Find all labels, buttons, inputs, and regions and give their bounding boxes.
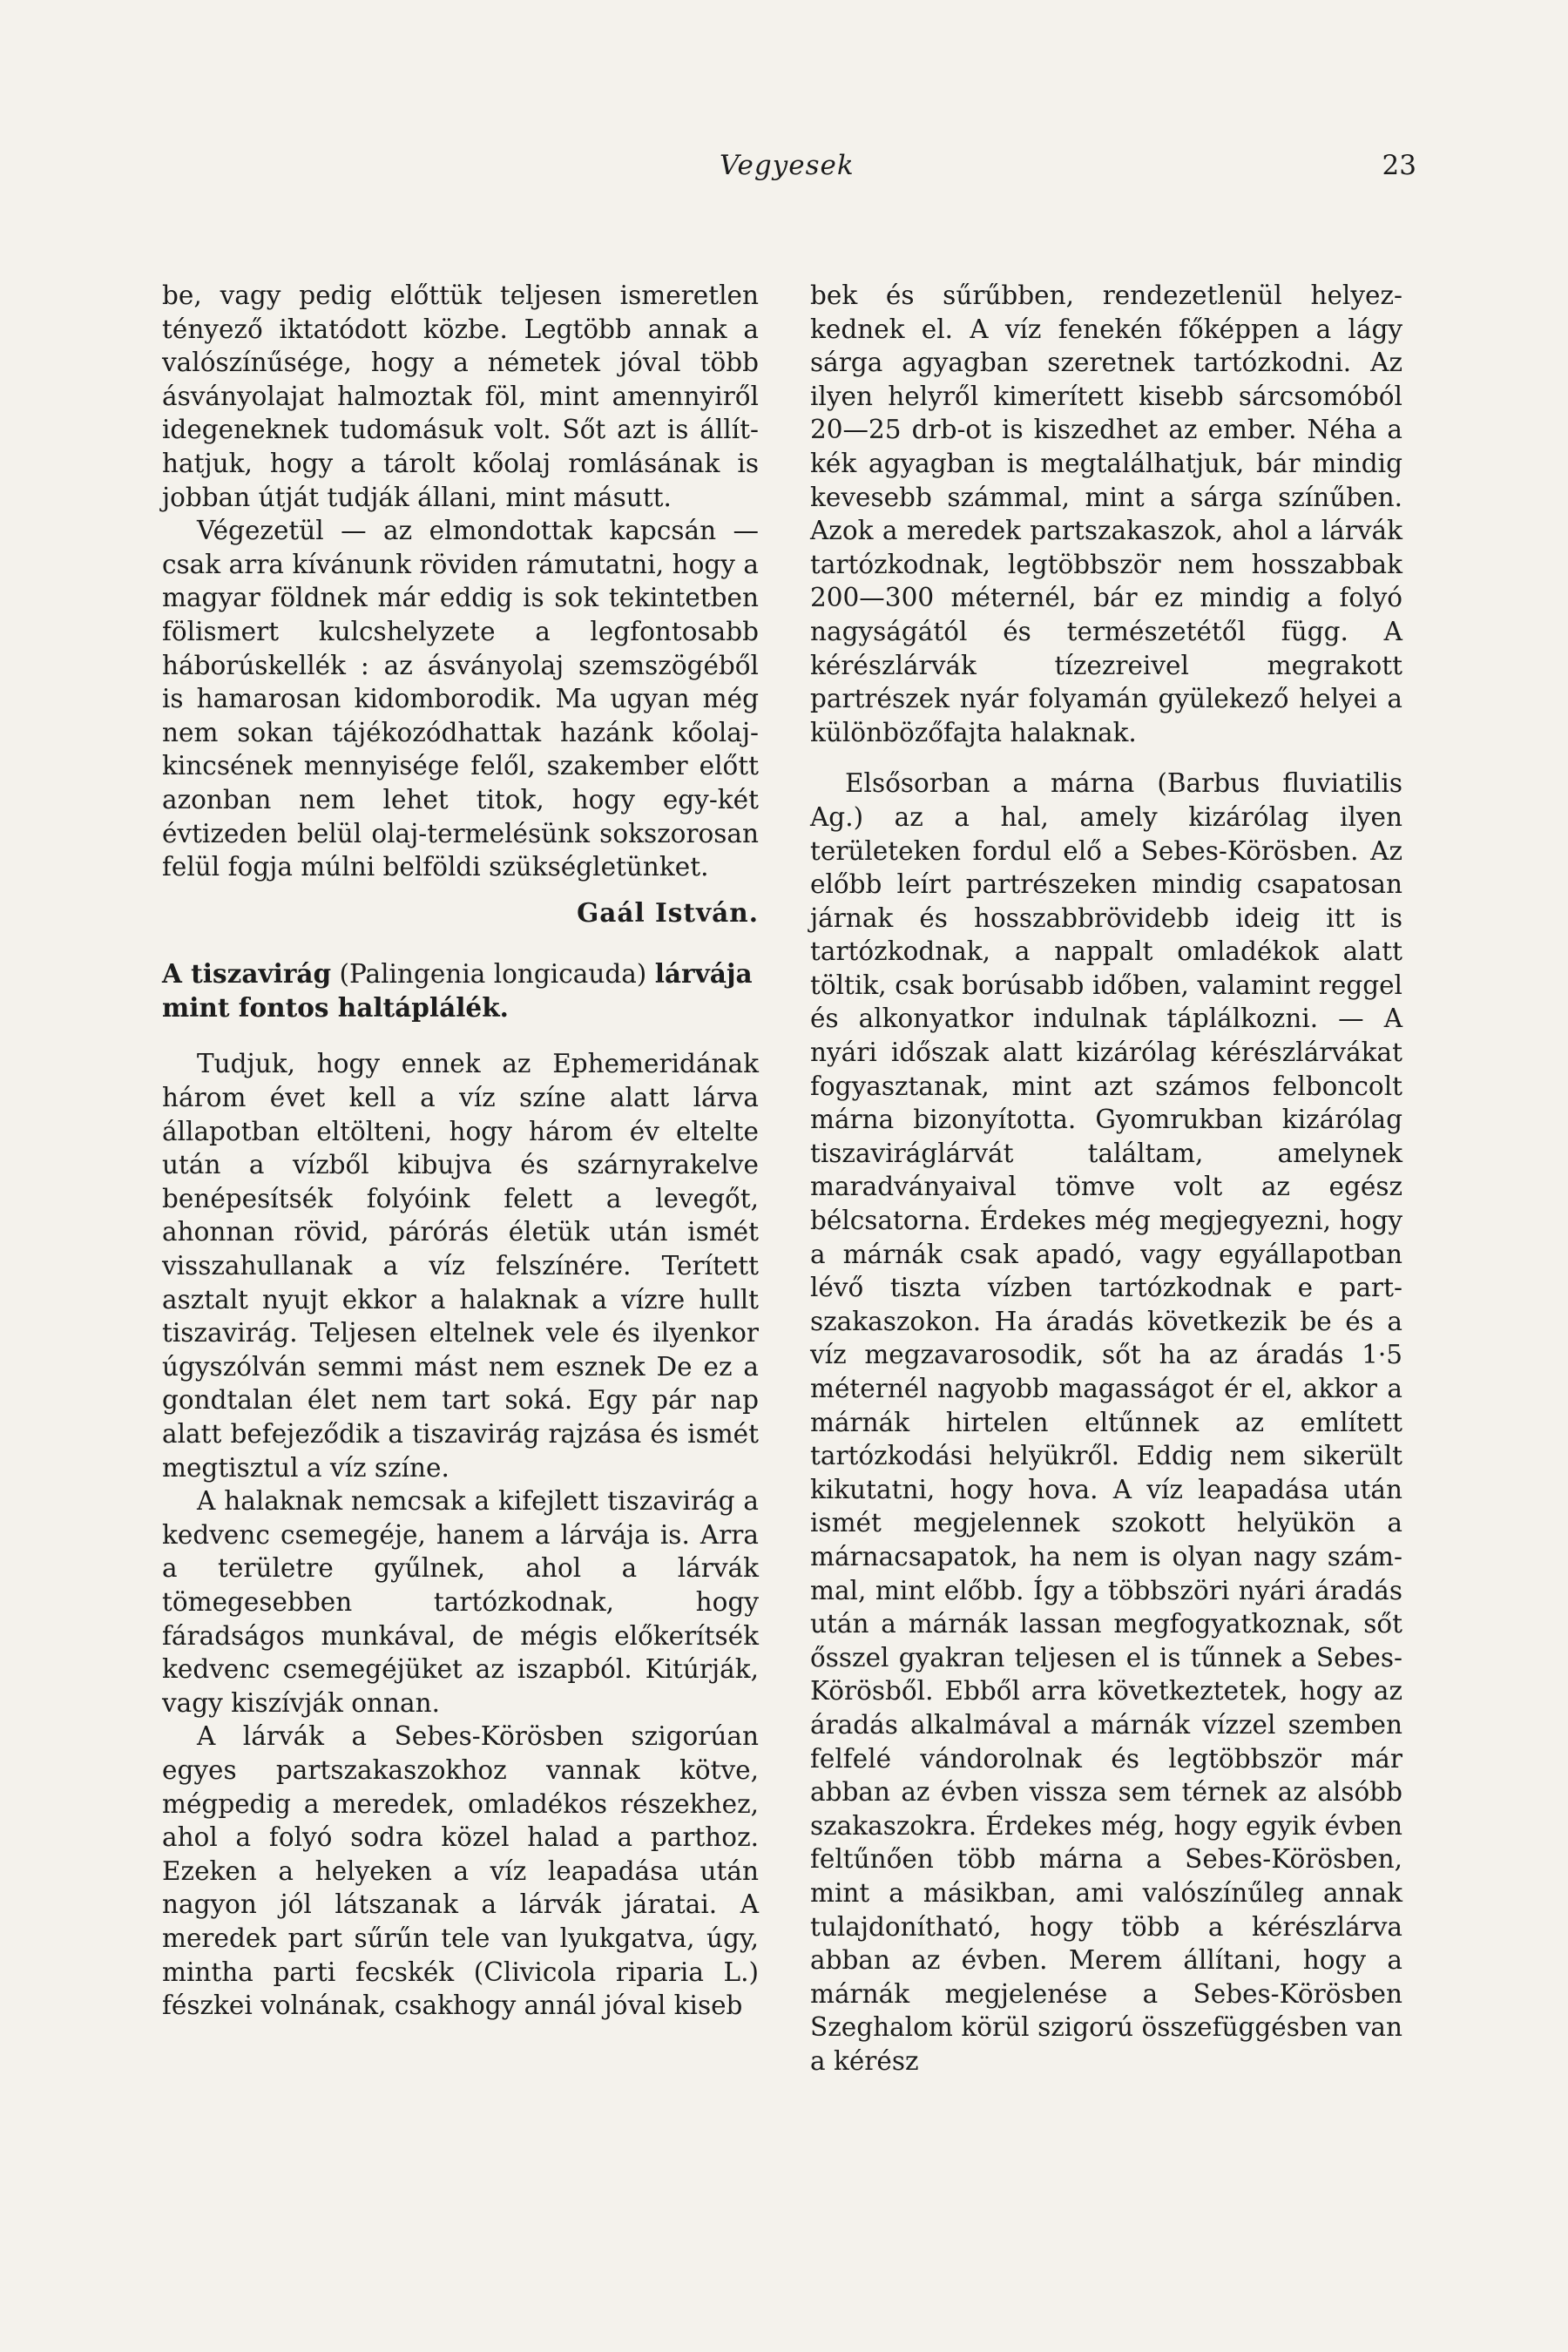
paragraph: Tudjuk, hogy ennek az Ephemeridának három évet kell a víz színe alatt lárva állapotban eltölteni, hogy három év eltelte után a vízből kibujva és szárnyrakelve benépesítsék folyóink felett a levegőt, ahonnan rövid, párórás életük után ismét visszahullanak a víz felszínére. Terített asztalt nyujt ekkor a halaknak a vízre hullt tiszavirág. Teljesen eltelnek vele és ilyenkor úgyszólván semmi mást nem esznek De ez a gondtalan élet nem tart soká. Egy pár nap alatt befejeződik a tiszavirág rajzása és ismét megtisztul a víz színe. <box>162 1049 759 1483</box>
article-title <box>162 957 759 1024</box>
paragraph: be, vagy pedig előttük teljesen ismeretlen tényező iktatódott közbe. Legtöbb annak a valószínűsége, hogy a németek jóval több ásványolajat halmoztak föl, mint amennyiről idegeneknek tudomásuk volt. Sőt azt is állíthatjuk, hogy a tárolt kőolaj romlásának is jobban útját tudják állani, mint másutt. <box>162 280 759 512</box>
page-header <box>162 150 1416 193</box>
paragraph: bek és sűrűbben, rendezetlenül helyezkednek el. A víz fenekén főképpen a lágy sárga agyagban szeretnek tartózkodni. Az ilyen helyről kimerített kisebb sárcsomóból 20—25 drb-ot is kiszedhet az ember. Néha a kék agyagban is megtalálhatjuk, bár mindig kevesebb számmal, mint a sárga színűben. Azok a meredek partszakaszok, ahol a lárvák tartózkodnak, legtöbbször nem hosszabbak 200—300 méternél, bár ez mindig a folyó nagyságától és természetétől függ. A kérészlárvák tízezreivel megrakott partrészek nyár folyamán gyülekező helyei a különbözőfajta halaknak. <box>810 280 1402 747</box>
running-title: Vegyesek <box>720 150 855 181</box>
article-title-bold: A tiszavirág <box>162 958 332 990</box>
article-title-scientific-name: (Palingenia longicauda) <box>331 959 655 990</box>
paragraph: Elsősorban a márna (Barbus fluviatilis Ag.) az a hal, amely kizárólag ilyen területeken fordul elő a Sebes-Körösben. Az előbb leírt partrészeken mindig csapatosan járnak és hosszabbrövidebb ideig itt is tartózkodnak, a nappalt omladékok alatt töltik, csak borúsabb időben, valamint reggel és alkonyatkor indulnak táplálkozni. — A nyári időszak alatt kizárólag kérészlárvákat fogyasztanak, mint azt számos felboncolt márna bizonyította. Gyomrukban kizárólag tiszaviráglárvát találtam, amelynek maradványaival tömve volt az egész bélcsatorna. Érdekes még megjegyezni, hogy a márnák csak apadó, vagy egyállapotban lévő tiszta vízben tartózkodnak e partszakaszokon. Ha áradás következik be és a víz megzavarosodik, sőt ha az áradás 1·5 méternél nagyobb magasságot ér el, akkor a márnák hirtelen eltűnnek az említett tartózkodási helyükről. Eddig nem sikerült kikutatni, hogy hova. A víz leapadása után ismét megjelennek szokott helyükön a márnacsapatok, ha nem is olyan nagy számmal, mint előbb. Így a többszöri nyári áradás után a márnák lassan megfogyatkoznak, sőt ősszel gyakran teljesen el is tűnnek a Sebes-Körösből. Ebből arra következtetek, hogy az áradás alkalmával a márnák vízzel szemben felfelé vándorolnak és legtöbbször már abban az évben vissza sem térnek az alsóbb szakaszokra. Érdekes még, hogy egyik évben feltűnően több márna a Sebes-Körösben, mint a másikban, ami valószínűleg annak tulajdonítható, hogy több a kérészlárva abban az évben. Merem állítani, hogy a márnák megjelenése a Sebes-Körösben Szeghalom körül szigorú összefüggésben van a kérész <box>810 768 1402 2076</box>
article-title-bold: lárvája mint fontos haltáplálék. <box>162 958 753 1023</box>
page-number: 23 <box>1382 150 1416 181</box>
paragraph: Végezetül — az elmondottak kapcsán — csak arra kívánunk röviden rámutatni, hogy a magyar földnek már eddig is sok tekintetben fölismert kulcshelyzete a legfontosabb háborúskellék : az ásványolaj szemszögéből is hamarosan kidomborodik. Ma ugyan még nem sokan tájékozódhattak hazánk kőolaj-kincsének mennyisége felől, szakember előtt azonban nem lehet titok, hogy egy-két évtizeden belül olaj-termelésünk sokszorosan felül fogja múlni belföldi szükségletünket. <box>162 516 759 882</box>
left-column <box>162 279 759 2023</box>
author-signature: Gaál István. <box>577 896 759 928</box>
paragraph: A lárvák a Sebes-Körösben szigorúan egyes partszakaszokhoz vannak kötve, mégpedig a meredek, omladékos részekhez, ahol a folyó sodra közel halad a parthoz. Ezeken a helyeken a víz leapadása után nagyon jól látszanak a lárvák járatai. A meredek part sűrűn tele van lyukgatva, úgy, mintha parti fecskék (Clivicola riparia L.) fészkei volnának, csakhogy annál jóval kiseb <box>162 1721 759 2021</box>
paragraph: A halaknak nemcsak a kifejlett tiszavirág a kedvenc csemegéje, hanem a lárvája is. Arra a területre gyűlnek, ahol a lárvák tömegesebben tartózkodnak, hogy fáradságos munkával, de mégis előkerítsék kedvenc csemegéjüket az iszapból. Kitúrják, vagy kiszívják onnan. <box>162 1486 759 1718</box>
right-column <box>810 279 1402 2078</box>
